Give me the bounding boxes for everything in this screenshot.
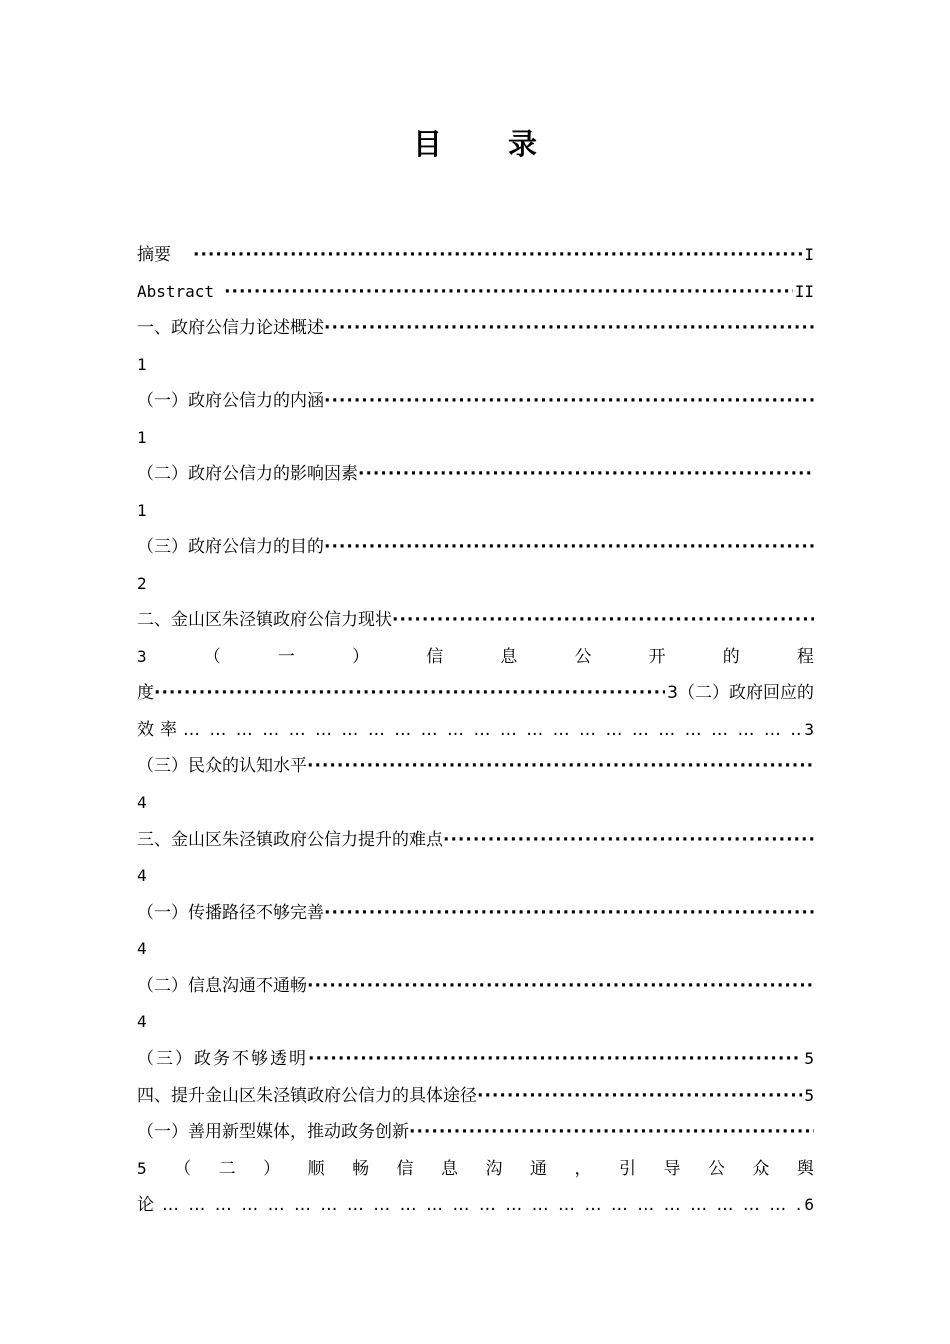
- toc-entry-label: （二）信息沟通不通畅: [137, 976, 307, 996]
- toc-entry-label: 一、政府公信力论述概述: [137, 318, 324, 338]
- dot-leader: [409, 1114, 814, 1150]
- dot-leader: [307, 748, 814, 784]
- toc-entry-section-1-3[interactable]: [137, 529, 814, 565]
- toc-entry-section-2[interactable]: [137, 602, 814, 638]
- toc-text-segment: 的: [722, 647, 740, 667]
- toc-entry-page: 4: [137, 1012, 147, 1031]
- toc-entry-label: 二、金山区朱泾镇政府公信力现状: [137, 610, 392, 630]
- toc-text-segment: 畅: [352, 1159, 370, 1179]
- toc-text-segment: 3: [137, 647, 147, 666]
- toc-text-segment: ）: [352, 647, 370, 667]
- dot-leader: [358, 456, 814, 492]
- toc-text-segment: 息: [441, 1159, 459, 1179]
- toc-entry-page: 1: [137, 428, 147, 447]
- toc-entry-label: （二）政府公信力的影响因素: [137, 464, 358, 484]
- toc-text-segment: 公: [574, 647, 592, 667]
- toc-text-segment: ）: [263, 1159, 281, 1179]
- toc-text-segment: 公: [707, 1159, 725, 1179]
- toc-text-segment: 二: [218, 1159, 236, 1179]
- toc-text-segment: 导: [663, 1159, 681, 1179]
- dot-leader: [307, 968, 814, 1004]
- toc-text-segment: 众: [752, 1159, 770, 1179]
- toc-text-segment: 舆: [796, 1159, 814, 1179]
- toc-text-segment: 5: [137, 1159, 147, 1178]
- toc-entry-page: 1: [137, 355, 147, 374]
- toc-entry-label: 度: [137, 683, 154, 703]
- toc-entry-abstract-en[interactable]: [137, 274, 814, 310]
- toc-entry-section-1[interactable]: [137, 310, 814, 346]
- toc-entry-page: 4: [137, 939, 147, 958]
- toc-text-segment: （: [203, 647, 221, 667]
- toc-entry-section-3-1[interactable]: [137, 895, 814, 931]
- toc-entry-section-3-3[interactable]: [137, 1041, 814, 1077]
- dot-leader: [214, 274, 793, 310]
- dot-leader: [324, 383, 814, 419]
- toc-entry-section-4-1[interactable]: [137, 1114, 814, 1150]
- toc-entry-label: （一）善用新型媒体，推动政务创新: [137, 1122, 409, 1142]
- toc-entry-section-3-2[interactable]: [137, 968, 814, 1004]
- toc-text-segment: ，: [574, 1159, 592, 1179]
- toc-entry-label: Abstract: [137, 282, 215, 301]
- toc-entry-section-2-2-cont[interactable]: [137, 712, 814, 748]
- ellipsis-leader: [154, 1187, 802, 1223]
- dot-leader: [324, 310, 814, 346]
- toc-entry-section-2-3[interactable]: [137, 748, 814, 784]
- toc-entry-label: 论: [137, 1195, 154, 1215]
- toc-entry-page: 3（二）政府回应的: [667, 683, 814, 703]
- toc-entry-section-4-2-wrapped[interactable]: [137, 1151, 814, 1187]
- dot-leader: [171, 237, 802, 273]
- dot-leader: [324, 529, 814, 565]
- toc-entry-label: （三）政府公信力的目的: [137, 537, 324, 557]
- toc-text-segment: 息: [500, 647, 518, 667]
- toc-text-segment: 通: [530, 1159, 547, 1179]
- dot-leader: [154, 675, 665, 711]
- toc-entry-abstract-cn[interactable]: [137, 237, 814, 273]
- toc-entry-section-3[interactable]: [137, 822, 814, 858]
- toc-entry-page: 5: [804, 1086, 814, 1105]
- toc-entry-section-1-2[interactable]: [137, 456, 814, 492]
- toc-entry-section-4[interactable]: [137, 1078, 814, 1114]
- dot-leader: [324, 895, 814, 931]
- toc-entry-page: II: [794, 282, 814, 301]
- toc-text-segment: 一: [277, 647, 295, 667]
- toc-text-segment: 沟: [485, 1159, 503, 1179]
- toc-entry-page: 2: [137, 574, 147, 593]
- toc-text-segment: （: [174, 1159, 192, 1179]
- toc-text-segment: 引: [618, 1159, 636, 1179]
- toc-entry-section-1-1[interactable]: [137, 383, 814, 419]
- toc-entry-section-2-2-wrapped[interactable]: [137, 675, 814, 711]
- toc-entry-label: 效率: [137, 720, 183, 740]
- toc-entry-page: 4: [137, 793, 147, 812]
- toc-entry-label: 三、金山区朱泾镇政府公信力提升的难点: [137, 830, 443, 850]
- dot-leader: [308, 1041, 802, 1077]
- dot-leader: [443, 822, 814, 858]
- toc-text-segment: 信: [396, 1159, 414, 1179]
- toc-text-segment: 信: [426, 647, 444, 667]
- toc-entry-page: I: [804, 245, 814, 264]
- toc-entry-page: 1: [137, 501, 147, 520]
- toc-entry-page: 4: [137, 866, 147, 885]
- ellipsis-leader: [183, 712, 802, 748]
- toc-entry-label: （三）民众的认知水平: [137, 756, 307, 776]
- toc-entry-page: 5: [804, 1049, 814, 1068]
- toc-entry-section-4-2-cont[interactable]: [137, 1187, 814, 1223]
- toc-entry-label: （一）传播路径不够完善: [137, 903, 324, 923]
- toc-entry-page: 6: [804, 1195, 814, 1214]
- toc-entry-label: 摘要: [137, 245, 171, 265]
- toc-text-segment: 开: [648, 647, 666, 667]
- toc-entry-label: （一）政府公信力的内涵: [137, 391, 324, 411]
- toc-entry-section-2-1-wrapped[interactable]: [137, 639, 814, 675]
- toc-entry-page: 3: [804, 720, 814, 739]
- toc-text-segment: 顺: [307, 1159, 325, 1179]
- page-title: 目 录: [412, 127, 566, 161]
- toc-entry-label: （三）政务不够透明: [137, 1049, 308, 1069]
- toc-text-segment: 程: [796, 647, 814, 667]
- dot-leader: [392, 602, 814, 638]
- toc-entry-label: 四、提升金山区朱泾镇政府公信力的具体途径: [137, 1086, 477, 1106]
- dot-leader: [477, 1078, 802, 1114]
